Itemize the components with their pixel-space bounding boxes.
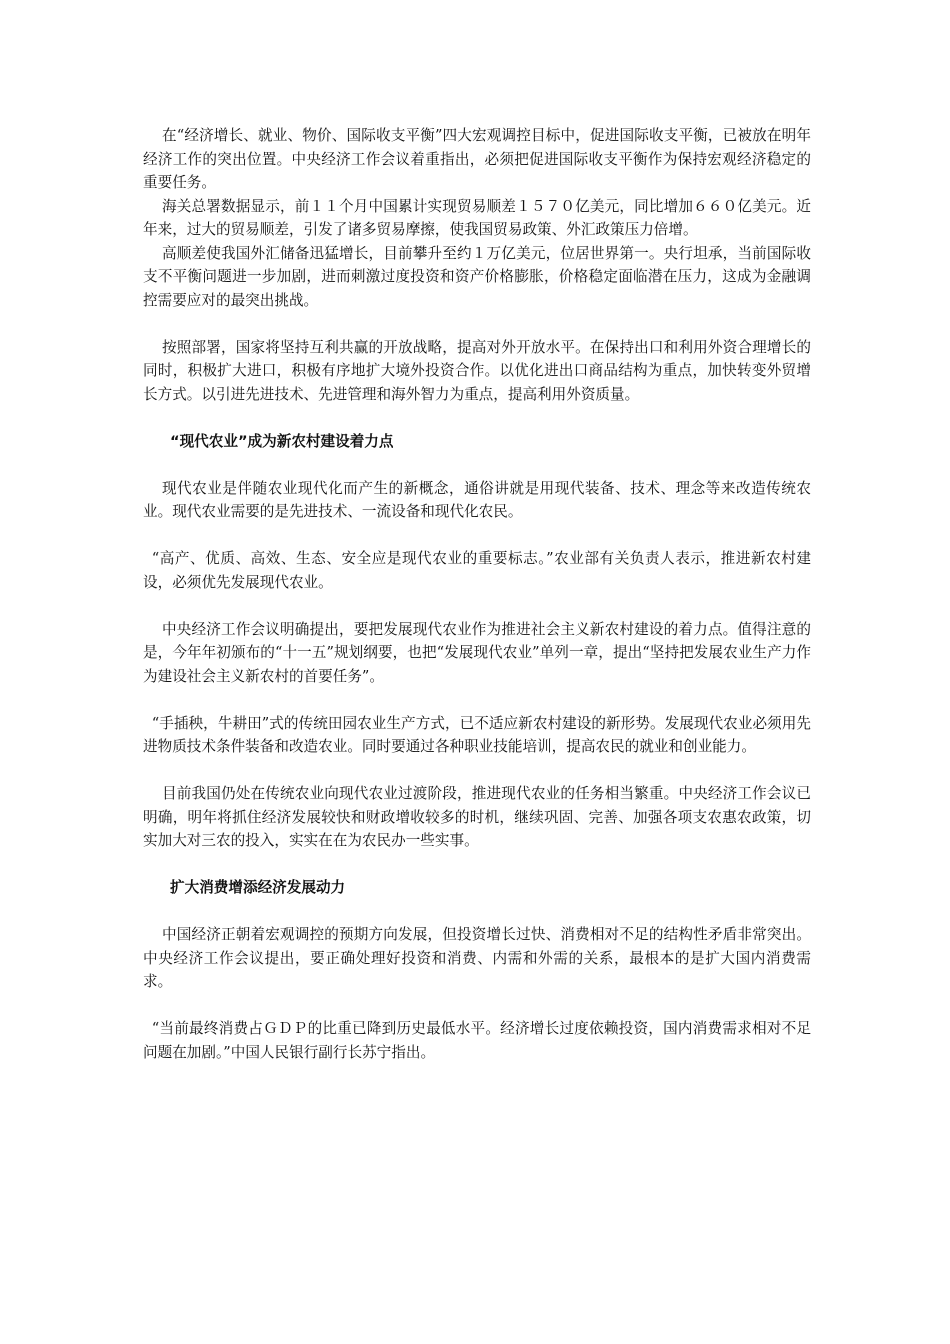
spacer (143, 688, 811, 712)
spacer (143, 759, 811, 783)
section-heading-consumption: 扩大消费增添经济发展动力 (170, 879, 346, 896)
paragraph-balance-of-payments: 在“经济增长、就业、物价、国际收支平衡”四大宏观调控目标中，促进国际收支平衡，已被放在明年经济工作的突出位置。中央经济工作会议着重指出，必须把促进国际收支平衡作为保持宏观经济稳定的重要任务。 (143, 127, 811, 191)
paragraph-conference-agriculture: 中央经济工作会议明确提出，要把发展现代农业作为推进社会主义新农村建设的着力点。值得注意的是，今年年初颁布的“十一五”规划纲要，也把“发展现代农业”单列一章，提出“坚持把发展农业生产力作为建设社会主义新农村的首要任务”。 (143, 620, 811, 685)
spacer (143, 524, 811, 548)
paragraph-trade-surplus: 海关总署数据显示，前１１个月中国累计实现贸易顺差１５７０亿美元，同比增加６６０亿美元。近年来，过大的贸易顺差，引发了诸多贸易摩擦，使我国贸易政策、外汇政策压力倍增。 (143, 197, 811, 238)
spacer (143, 853, 811, 877)
paragraph-investment-consumption: 中国经济正朝着宏观调控的预期方向发展，但投资增长过快、消费相对不足的结构性矛盾非常突出。中央经济工作会议提出，要正确处理好投资和消费、内需和外需的关系，最根本的是扩大国内消费需求。 (143, 926, 811, 990)
paragraph-traditional-farming: “手插秧，牛耕田”式的传统田园农业生产方式，已不适应新农村建设的新形势。发展现代农业必须用先进物质技术条件装备和改造农业。同时要通过各种职业技能培训，提高农民的就业和创业能力。 (143, 714, 811, 755)
section-heading-modern-agriculture: “现代农业”成为新农村建设着力点 (170, 432, 394, 450)
spacer (143, 900, 811, 924)
spacer (143, 594, 811, 618)
spacer (143, 453, 811, 477)
paragraph-transition-stage: 目前我国仍处在传统农业向现代农业过渡阶段，推进现代农业的任务相当繁重。中央经济工作会议已明确，明年将抓住经济发展较快和财政增收较多的时机，继续巩固、完善、加强各项支农惠农政策，切实加大对三农的投入，实实在在为农民办一些实事。 (143, 785, 811, 849)
paragraph-agriculture-quote: “高产、优质、高效、生态、安全应是现代农业的重要标志。”农业部有关负责人表示，推进新农村建设，必须优先发展现代农业。 (143, 550, 811, 591)
spacer (143, 994, 811, 1018)
paragraph-opening-strategy: 按照部署，国家将坚持互利共赢的开放战略，提高对外开放水平。在保持出口和利用外资合理增长的同时，积极扩大进口，积极有序地扩大境外投资合作。以优化进出口商品结构为重点，加快转变外贸增长方式。以引进先进技术、先进管理和海外智力为重点，提高利用外资质量。 (143, 338, 811, 403)
paragraph-forex-reserves: 高顺差使我国外汇储备迅猛增长，目前攀升至约１万亿美元，位居世界第一。央行坦承，当前国际收支不平衡问题进一步加剧，进而刺激过度投资和资产价格膨胀，价格稳定面临潜在压力，这成为金融调控需要应对的最突出挑战。 (143, 244, 811, 309)
spacer (143, 312, 811, 336)
spacer (143, 406, 811, 430)
paragraph-consumption-quote: “当前最终消费占ＧＤＰ的比重已降到历史最低水平。经济增长过度依赖投资，国内消费需求相对不足问题在加剧。”中国人民银行副行长苏宁指出。 (143, 1020, 811, 1061)
document-page (143, 124, 811, 1064)
paragraph-modern-agriculture-concept: 现代农业是伴随农业现代化而产生的新概念，通俗讲就是用现代装备、技术、理念等来改造传统农业。现代农业需要的是先进技术、一流设备和现代化农民。 (143, 479, 811, 520)
